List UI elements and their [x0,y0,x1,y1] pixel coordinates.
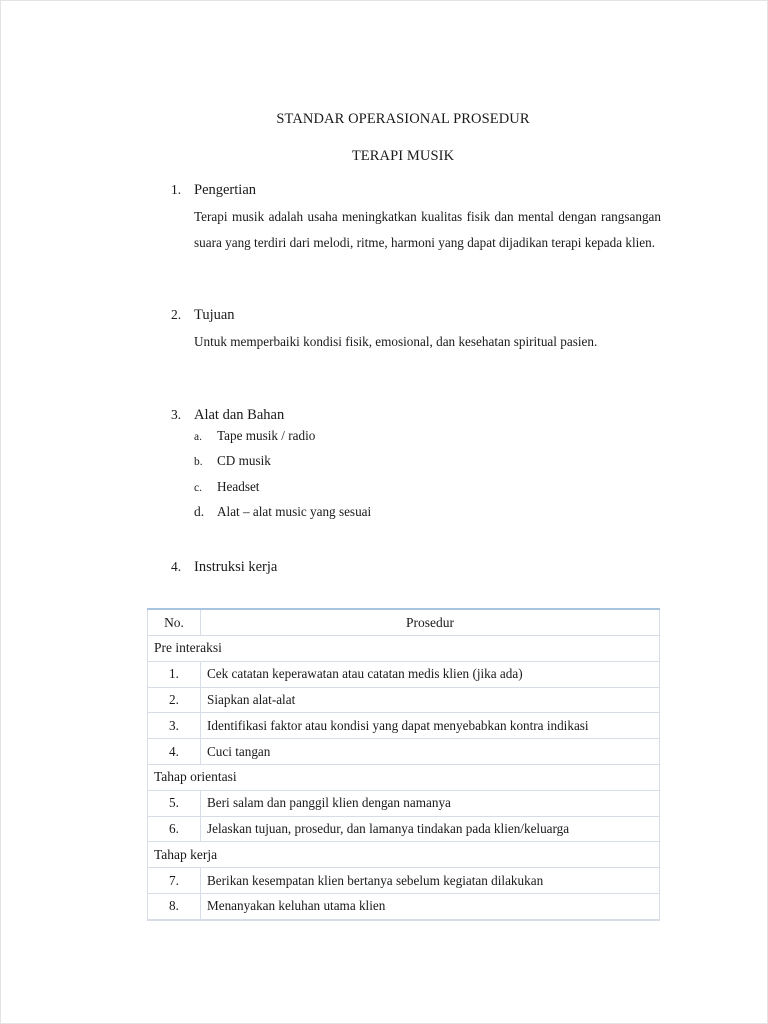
section-heading [171,559,661,576]
list-item [194,479,661,504]
header-prosedur: Prosedur [201,609,660,636]
list-marker: c. [194,481,202,494]
table-row [148,687,660,713]
row-number: 6. [148,816,201,842]
row-text: Menanyakan keluhan utama klien [201,893,660,919]
section-instruksi-kerja [171,559,661,576]
section-pengertian [171,182,661,255]
list-marker: d. [194,503,205,519]
table-group-row [148,636,660,662]
list-marker: a. [194,431,202,443]
group-label: Tahap orientasi [148,764,660,790]
procedure-table [147,608,660,921]
list-item [194,428,661,453]
list-item-text: Alat – alat music yang sesuai [217,503,372,519]
table-group-row [148,764,660,790]
section-number: 1. [171,182,182,197]
list-item [194,504,661,529]
document-title: STANDAR OPERASIONAL PROSEDUR [276,111,530,127]
row-number: 2. [148,687,201,713]
section-paragraph: Terapi musik adalah usaha meningkatkan kualitas fisik dan mental dengan rangsangan suara yang terdiri dari melodi, ritme, harmoni yang dapat dijadikan terapi kepada klien. [194,209,661,250]
section-number: 4. [171,559,182,574]
row-text: Cuci tangan [201,739,660,765]
list-item-text: Headset [217,478,260,494]
list-item-text: CD musik [217,453,271,469]
row-text: Jelaskan tujuan, prosedur, dan lamanya tindakan pada klien/keluarga [201,816,660,842]
row-number: 4. [148,739,201,765]
section-number: 3. [171,407,182,422]
section-title: Alat dan Bahan [194,407,285,423]
table-row [148,739,660,765]
section-heading [171,307,661,324]
section-heading [171,182,661,199]
group-label: Pre interaksi [148,636,660,662]
row-text: Berikan kesempatan klien bertanya sebelum kegiatan dilakukan [201,868,660,894]
table-row [148,713,660,739]
section-paragraph: Untuk memperbaiki kondisi fisik, emosional, dan kesehatan spiritual pasien. [194,334,598,349]
header-no: No. [148,609,201,636]
section-title: Instruksi kerja [194,559,278,575]
table-row [148,816,660,842]
section-title: Pengertian [194,182,257,198]
list-marker: b. [194,456,203,469]
row-number: 1. [148,661,201,687]
row-number: 5. [148,790,201,816]
section-title: Tujuan [194,307,235,323]
row-number: 3. [148,713,201,739]
section-heading [171,407,661,424]
equipment-list [194,428,661,529]
table-header-row [148,609,660,636]
table-group-row [148,842,660,868]
list-item [194,453,661,478]
row-text: Cek catatan keperawatan atau catatan medis klien (jika ada) [201,661,660,687]
row-text: Identifikasi faktor atau kondisi yang dapat menyebabkan kontra indikasi [201,713,660,739]
row-text: Beri salam dan panggil klien dengan namanya [201,790,660,816]
document-subtitle: TERAPI MUSIK [351,148,455,164]
row-number: 7. [148,868,201,894]
section-tujuan [171,307,661,355]
section-alat-dan-bahan [171,407,661,529]
table-row [148,661,660,687]
table-row [148,868,660,894]
section-number: 2. [171,307,182,322]
group-label: Tahap kerja [148,842,660,868]
row-number: 8. [148,893,201,919]
table-row [148,790,660,816]
list-item-text: Tape musik / radio [217,428,316,443]
row-text: Siapkan alat-alat [201,687,660,713]
table-row [148,893,660,919]
